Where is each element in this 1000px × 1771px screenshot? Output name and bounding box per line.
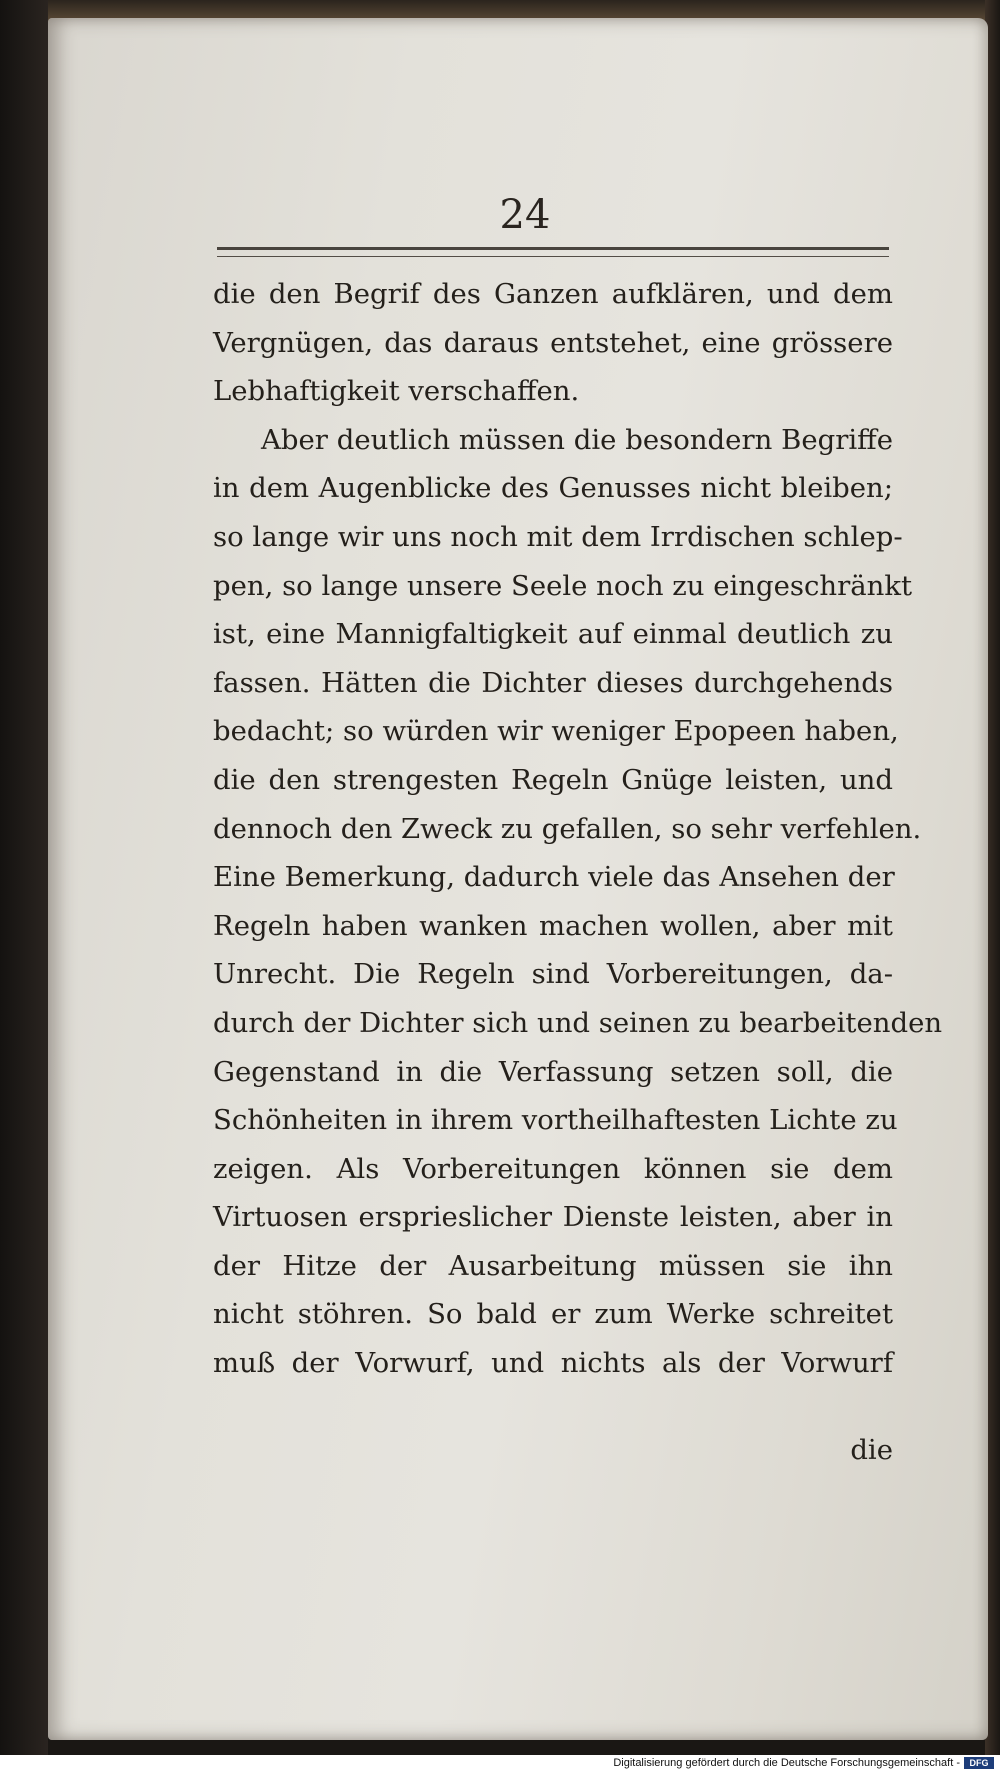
header-rule [217,247,889,257]
text-line: die den Begrif des Ganzen aufklären, und dem [213,278,893,310]
text-line: Gegenstand in die Verfassung setzen soll, die [213,1055,893,1088]
text-line: Lebhaftigkeit verschaffen. [213,375,580,408]
text-line: ist, eine Mannigfaltigkeit auf einmal deutlich zu [213,618,893,651]
catchword: die [850,1434,893,1466]
text-line: zeigen. Als Vorbereitungen können sie dem [213,1152,893,1185]
text-line: dennoch den Zweck zu gefallen, so sehr verfehlen. [213,812,922,845]
digitization-credit: Digitalisierung gefördert durch die Deutsche Forschungsgemeinschaft - [613,1757,960,1769]
text-line: Aber deutlich müssen die besondern Begriffe [261,423,893,456]
text-line: pen, so lange unsere Seele noch zu eingeschränkt [213,569,913,602]
book-spine-edge [0,0,48,1755]
text-line: fassen. Hätten die Dichter dieses durchgehends [213,666,893,699]
text-line: nicht stöhren. So bald er zum Werke schreitet [213,1298,893,1331]
page-number: 24 [499,192,551,238]
text-line: Unrecht. Die Regeln sind Vorbereitungen, da- [213,958,893,991]
text-line: durch der Dichter sich und seinen zu bearbeitenden [213,1006,943,1039]
text-line: die den strengesten Regeln Gnüge leisten, und [213,763,893,796]
text-line: bedacht; so würden wir weniger Epopeen haben, [213,715,899,748]
text-line: Schönheiten in ihrem vortheilhaftesten Lichte zu [213,1104,898,1137]
text-line: so lange wir uns noch mit dem Irrdischen schlep- [213,520,903,553]
text-line: Virtuosen ersprieslicher Dienste leisten, aber in [213,1201,893,1234]
text-line: muß der Vorwurf, und nichts als der Vorwurf [213,1347,893,1380]
text-line: Vergnügen, das daraus entstehet, eine grössere [213,326,893,359]
dfg-logo-icon: DFG [964,1757,994,1769]
text-line: Eine Bemerkung, dadurch viele das Ansehen der [213,861,895,894]
body-text [213,270,943,1388]
text-line: Regeln haben wanken machen wollen, aber mit [213,909,893,942]
text-line: in dem Augenblicke des Genusses nicht bleiben; [213,472,893,505]
text-line: der Hitze der Ausarbeitung müssen sie ihn [213,1249,893,1282]
